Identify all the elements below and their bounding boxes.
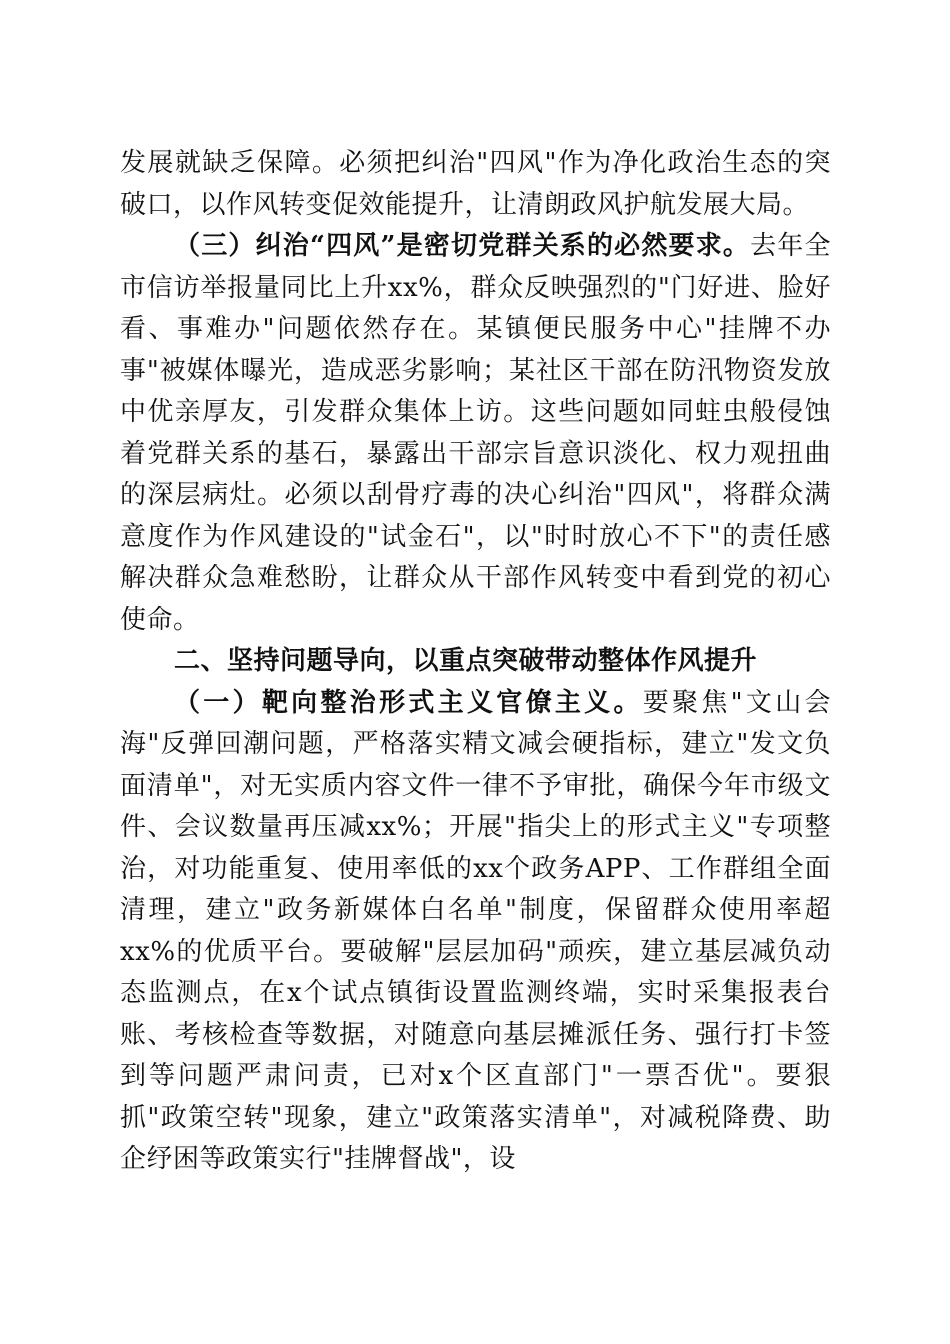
paragraph-body-text: 去年全市信访举报量同比上升xx%，群众反映强烈的"门好进、脸好看、事难办"问题依然存在。某镇便民服务中心"挂牌不办事"被媒体曝光，造成恶劣影响；某社区干部在防汛物资发放中优亲厚友，引发群众集体上访。这些问题如同蛀虫般侵蚀着党群关系的基石，暴露出干部宗旨意识淡化、权力观扭曲的深层病灶。必须以刮骨疗毒的决心纠治"四风"，将群众满意度作为作风建设的"试金石"，以"时时放心不下"的责任感解决群众急难愁盼，让群众从干部作风转变中看到党的初心使命。 bbox=[120, 231, 831, 635]
document-page bbox=[120, 143, 831, 1181]
paragraph-formalism-rectification bbox=[120, 683, 831, 1181]
paragraph-lead-heading: （三）纠治“四风”是密切党群关系的必然要求。 bbox=[174, 231, 751, 261]
paragraph-party-masses-relationship bbox=[120, 226, 831, 641]
section-heading: 二、坚持问题导向，以重点突破带动整体作风提升 bbox=[174, 646, 758, 676]
paragraph-continuation: 发展就缺乏保障。必须把纠治"四风"作为净化政治生态的突破口，以作风转变促效能提升，让清朗政风护航发展大局。 bbox=[120, 148, 831, 220]
paragraph-body-text: 要聚焦"文山会海"反弹回潮问题，严格落实精文减会硬指标，建立"发文负面清单"，对无实质内容文件一律不予审批，确保今年市级文件、会议数量再压减xx%；开展"指尖上的形式主义"专项整治，对功能重复、使用率低的xx个政务APP、工作群组全面清理，建立"政务新媒体白名单"制度，保留群众使用率超xx%的优质平台。要破解"层层加码"顽疾，建立基层减负动态监测点，在x个试点镇街设置监测终端，实时采集报表台账、考核检查等数据，对随意向基层摊派任务、强行打卡签到等问题严肃问责，已对x个区直部门"一票否优"。要狠抓"政策空转"现象，建立"政策落实清单"，对减税降费、助企纾困等政策实行"挂牌督战"，设 bbox=[120, 687, 831, 1174]
paragraph-lead-heading: （一）靶向整治形式主义官僚主义。 bbox=[174, 687, 643, 718]
